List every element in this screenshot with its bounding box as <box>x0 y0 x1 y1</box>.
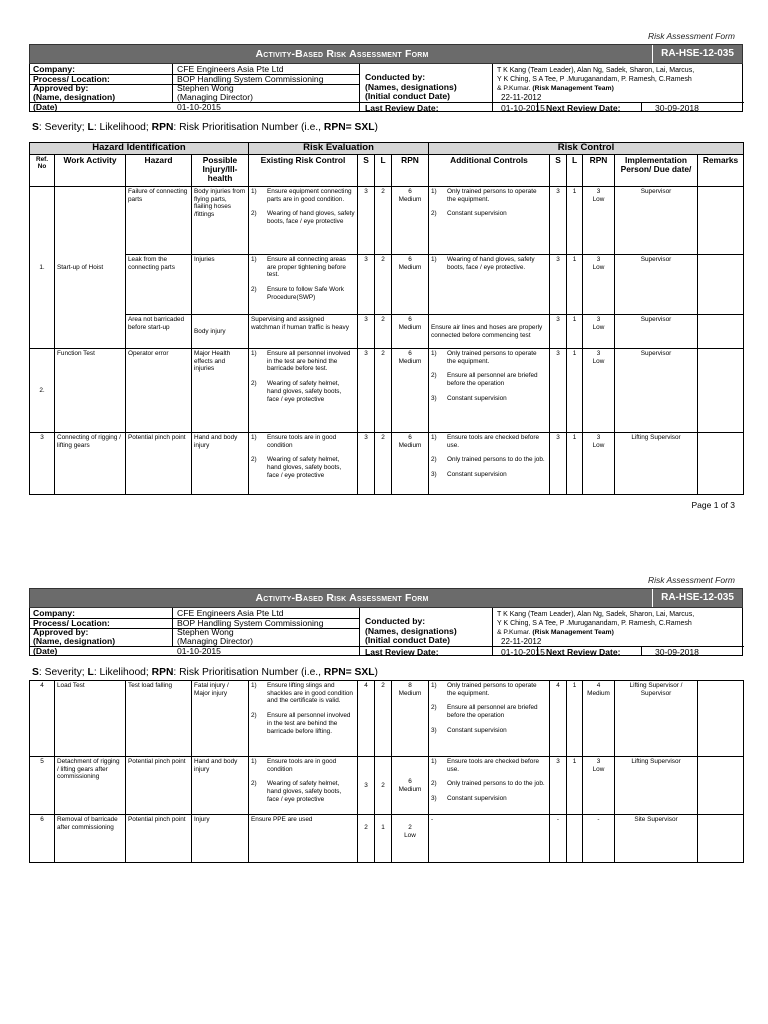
col-possible-injury: Possible Injury/Ill-health <box>192 155 249 187</box>
rpn2-cell: 3 Low <box>583 255 615 315</box>
col-implementation-person: Implementation Person/ Due date/ <box>615 155 698 187</box>
existing-control-cell: 1) Ensure lifting slings and shackles are in good condition and the certificate is valid. 2) Ensure all personnel involved in the test are behind the barricade before lifting. <box>249 681 358 757</box>
next-review-label: Next Review Date: <box>546 103 621 113</box>
last-review-label: Last Review Date: <box>365 647 439 657</box>
next-review-value: 30-09-2018 <box>655 647 699 657</box>
form-header-info <box>29 608 743 656</box>
l-cell: 2 <box>375 757 392 815</box>
activity-cell: Function Test <box>55 349 126 433</box>
process-label: Process/ Location: <box>33 618 110 628</box>
additional-control-cell: 1) Only trained persons to operate the equipment. 2) Ensure all personnel are briefed before the operation 3) Constant supervision <box>429 681 550 757</box>
l2-cell: 1 <box>567 255 583 315</box>
form-header-info <box>29 64 743 112</box>
company-value: CFE Engineers Asia Pte Ltd <box>177 608 284 618</box>
injury-cell: Hand and body injury <box>192 757 249 815</box>
rpn2-cell: 3 Low <box>583 433 615 495</box>
s-cell: 3 <box>358 349 375 433</box>
col-additional-controls: Additional Controls <box>429 155 550 187</box>
col-severity-2: S <box>550 155 567 187</box>
rpn2-cell: 3 Low <box>583 187 615 255</box>
name-designation-label: (Name, designation) <box>33 636 116 646</box>
col-work-activity: Work Activity <box>55 155 126 187</box>
rpn2-cell: 3 Low <box>583 315 615 349</box>
rpn-cell: 6 Medium <box>392 187 429 255</box>
l2-cell: 1 <box>567 187 583 255</box>
hazard-cell: Operator error <box>126 349 192 433</box>
existing-control-cell: Supervising and assigned watchman if human traffic is heavy <box>249 315 358 349</box>
table-row <box>30 815 744 863</box>
hazard-cell: Potential pinch point <box>126 757 192 815</box>
form-page-1 <box>29 0 743 520</box>
next-review-label: Next Review Date: <box>546 647 621 657</box>
remarks-cell <box>698 433 744 495</box>
rpn-cell: 6 Medium <box>392 433 429 495</box>
activity-cell: Connecting of rigging / lifting gears <box>55 433 126 495</box>
rpn2-cell: - <box>583 815 615 863</box>
form-type-label: Risk Assessment Form <box>647 575 735 585</box>
process-value: BOP Handling System Commissioning <box>177 74 324 84</box>
names-designations-label: (Names, designations) <box>365 82 457 92</box>
form-title-banner <box>29 44 743 64</box>
name-designation-label: (Name, designation) <box>33 92 116 102</box>
ref-cell: 3 <box>30 433 55 495</box>
table-row <box>30 255 744 315</box>
additional-control-cell: 1) Wearing of hand gloves, safety boots, face / eye protective. <box>429 255 550 315</box>
rpn-cell: 6 Medium <box>392 255 429 315</box>
existing-control-cell: 1) Ensure equipment connecting parts are in good condition. 2) Wearing of hand gloves, safety boots, face / eye protective <box>249 187 358 255</box>
col-rpn: RPN <box>392 155 429 187</box>
col-hazard: Hazard <box>126 155 192 187</box>
rpn2-cell: 3 Low <box>583 349 615 433</box>
injury-cell: Major Health effects and injuries <box>192 349 249 433</box>
s-cell: 3 <box>358 187 375 255</box>
l2-cell: 1 <box>567 757 583 815</box>
l-cell: 2 <box>375 681 392 757</box>
group-hazard-identification: Hazard Identification <box>30 143 249 155</box>
activity-cell: Detachment of rigging / lifting gears after commissioning <box>55 757 126 815</box>
s2-cell: 3 <box>550 433 567 495</box>
hazard-cell: Area not barricaded before start-up <box>126 315 192 349</box>
approver-designation: (Managing Director) <box>177 636 253 646</box>
person-cell: Supervisor <box>615 349 698 433</box>
rpn-cell: 6 Medium <box>392 349 429 433</box>
table-row <box>30 757 744 815</box>
initial-conduct-label: (Initial conduct Date) <box>365 91 450 101</box>
l2-cell <box>567 815 583 863</box>
l-cell: 1 <box>375 815 392 863</box>
ref-cell: 2. <box>30 349 55 433</box>
s-cell: 2 <box>358 815 375 863</box>
conducted-names-1: T K Kang (Team Leader), Alan Ng, Sadek, Sharon, Lai, Marcus, <box>497 67 695 74</box>
approved-value: Stephen Wong <box>177 83 234 93</box>
approved-label: Approved by: <box>33 627 89 637</box>
s2-cell: - <box>550 815 567 863</box>
person-cell: Supervisor <box>615 255 698 315</box>
rpn-cell: 2 Low <box>392 815 429 863</box>
additional-control-cell: 1) Ensure tools are checked before use. 2) Only trained persons to do the job. 3) Constant supervision <box>429 433 550 495</box>
injury-cell: Body injury <box>192 315 249 349</box>
col-remarks: Remarks <box>698 155 744 187</box>
remarks-cell <box>698 815 744 863</box>
col-rpn-2: RPN <box>583 155 615 187</box>
person-cell: Lifting Supervisor / Supervisor <box>615 681 698 757</box>
remarks-cell <box>698 315 744 349</box>
approval-date-label: (Date) <box>33 646 58 656</box>
s-cell: 4 <box>358 681 375 757</box>
remarks-cell <box>698 681 744 757</box>
ref-cell: 6 <box>30 815 55 863</box>
remarks-cell <box>698 349 744 433</box>
person-cell: Lifting Supervisor <box>615 757 698 815</box>
table-row <box>30 315 744 349</box>
conducted-date: 22-11-2012 <box>501 93 542 102</box>
s-cell: 3 <box>358 433 375 495</box>
s2-cell: 4 <box>550 681 567 757</box>
remarks-cell <box>698 757 744 815</box>
l2-cell: 1 <box>567 349 583 433</box>
ref-cell: 5 <box>30 757 55 815</box>
l2-cell: 1 <box>567 315 583 349</box>
col-ref-no: Ref. No <box>30 155 55 187</box>
hazard-cell: Potential pinch point <box>126 433 192 495</box>
conducted-date: 22-11-2012 <box>501 637 542 646</box>
l-cell: 2 <box>375 187 392 255</box>
conducted-names-2: Y K Ching, S A Tee, P .Muruganandam, P. Ramesh, C.Ramesh <box>497 620 692 627</box>
approver-designation: (Managing Director) <box>177 92 253 102</box>
person-cell: Site Supervisor <box>615 815 698 863</box>
conducted-names-2: Y K Ching, S A Tee, P .Muruganandam, P. Ramesh, C.Ramesh <box>497 76 692 83</box>
l-cell: 2 <box>375 349 392 433</box>
form-title: Activity-Based Risk Assessment Form <box>255 48 429 60</box>
s2-cell: 3 <box>550 187 567 255</box>
conducted-names-3: & P.Kumar. (Risk Management Team) <box>497 85 614 92</box>
conducted-names-3: & P.Kumar. (Risk Management Team) <box>497 629 614 636</box>
approval-date-value: 01-10-2015 <box>177 646 221 656</box>
s-cell: 3 <box>358 757 375 815</box>
group-risk-control: Risk Control <box>429 143 744 155</box>
rating-legend: S: Severity; L: Likelihood; RPN: Risk Prioritisation Number (i.e., RPN= SXL) <box>32 667 378 678</box>
initial-conduct-label: (Initial conduct Date) <box>365 635 450 645</box>
s2-cell: 3 <box>550 349 567 433</box>
injury-cell: Body injuries from flying parts, flailing hoses /fittings <box>192 187 249 255</box>
process-label: Process/ Location: <box>33 74 110 84</box>
activity-cell: Removal of barricade after commissioning <box>55 815 126 863</box>
company-value: CFE Engineers Asia Pte Ltd <box>177 64 284 74</box>
rpn-cell: 6 Medium <box>392 315 429 349</box>
additional-control-cell: 1) Ensure tools are checked before use. 2) Only trained persons to do the job. 3) Constant supervision <box>429 757 550 815</box>
hazard-cell: Leak from the connecting parts <box>126 255 192 315</box>
s2-cell: 3 <box>550 315 567 349</box>
next-review-value: 30-09-2018 <box>655 103 699 113</box>
table-row <box>30 187 744 255</box>
l2-cell: 1 <box>567 681 583 757</box>
rpn2-cell: 3 Low <box>583 757 615 815</box>
risk-table-page-1 <box>29 142 744 495</box>
additional-control-cell: - <box>429 815 550 863</box>
approved-label: Approved by: <box>33 83 89 93</box>
person-cell: Supervisor <box>615 315 698 349</box>
form-title-banner <box>29 588 743 608</box>
rpn2-cell: 4 Medium <box>583 681 615 757</box>
form-type-label: Risk Assessment Form <box>647 31 735 41</box>
s-cell: 3 <box>358 315 375 349</box>
hazard-cell: Test load falling <box>126 681 192 757</box>
existing-control-cell: 1) Ensure all personnel involved in the test are behind the barricade before test. 2) Wearing of safety helmet, hand gloves, safety boots, face / eye protective <box>249 349 358 433</box>
remarks-cell <box>698 255 744 315</box>
conducted-names-1: T K Kang (Team Leader), Alan Ng, Sadek, Sharon, Lai, Marcus, <box>497 611 695 618</box>
company-label: Company: <box>33 64 76 74</box>
existing-control-cell: 1) Ensure tools are in good condition 2) Wearing of safety helmet, hand gloves, safety boots, face / eye protective <box>249 433 358 495</box>
conducted-label: Conducted by: <box>365 72 426 82</box>
injury-cell: Hand and body injury <box>192 433 249 495</box>
person-cell: Supervisor <box>615 187 698 255</box>
col-likelihood-2: L <box>567 155 583 187</box>
col-existing-control: Existing Risk Control <box>249 155 358 187</box>
injury-cell: Injuries <box>192 255 249 315</box>
existing-control-cell: 1) Ensure tools are in good condition 2) Wearing of safety helmet, hand gloves, safety boots, face / eye protective <box>249 757 358 815</box>
form-number: RA-HSE-12-035 <box>652 589 742 607</box>
company-label: Company: <box>33 608 76 618</box>
l-cell: 2 <box>375 433 392 495</box>
approved-value: Stephen Wong <box>177 627 234 637</box>
rpn-cell: 8 Medium <box>392 681 429 757</box>
ref-cell: 1. <box>30 187 55 349</box>
ref-cell: 4 <box>30 681 55 757</box>
s2-cell: 3 <box>550 255 567 315</box>
page-number: Page 1 of 3 <box>691 500 735 510</box>
injury-cell: Injury <box>192 815 249 863</box>
last-review-label: Last Review Date: <box>365 103 439 113</box>
last-review-value: 01-10-2015 <box>501 103 545 113</box>
conducted-label: Conducted by: <box>365 616 426 626</box>
last-review-value: 01-10-2015 <box>501 647 545 657</box>
group-risk-evaluation: Risk Evaluation <box>249 143 429 155</box>
process-value: BOP Handling System Commissioning <box>177 618 324 628</box>
col-likelihood: L <box>375 155 392 187</box>
approval-date-value: 01-10-2015 <box>177 102 221 112</box>
form-number: RA-HSE-12-035 <box>652 45 742 63</box>
additional-control-cell: 1) Only trained persons to operate the equipment. 2) Constant supervision <box>429 187 550 255</box>
hazard-cell: Failure of connecting parts <box>126 187 192 255</box>
person-cell: Lifting Supervisor <box>615 433 698 495</box>
s-cell: 3 <box>358 255 375 315</box>
rating-legend: S: Severity; L: Likelihood; RPN: Risk Prioritisation Number (i.e., RPN= SXL) <box>32 122 378 133</box>
table-row <box>30 681 744 757</box>
existing-control-cell: Ensure PPE are used <box>249 815 358 863</box>
form-page-2 <box>29 572 743 872</box>
approval-date-label: (Date) <box>33 102 58 112</box>
activity-cell: Start-up of Hoist <box>55 187 126 349</box>
table-row <box>30 349 744 433</box>
l-cell: 2 <box>375 255 392 315</box>
col-severity: S <box>358 155 375 187</box>
hazard-cell: Potential pinch point <box>126 815 192 863</box>
l2-cell: 1 <box>567 433 583 495</box>
remarks-cell <box>698 187 744 255</box>
additional-control-cell: Ensure air lines and hoses are properly connected before commencing test <box>429 315 550 349</box>
form-title: Activity-Based Risk Assessment Form <box>255 592 429 604</box>
names-designations-label: (Names, designations) <box>365 626 457 636</box>
s2-cell: 3 <box>550 757 567 815</box>
l-cell: 2 <box>375 315 392 349</box>
activity-cell: Load Test <box>55 681 126 757</box>
existing-control-cell: 1) Ensure all connecting areas are proper tightening before test. 2) Ensure to follow Safe Work Procedure(SWP) <box>249 255 358 315</box>
table-row <box>30 433 744 495</box>
additional-control-cell: 1) Only trained persons to operate the equipment. 2) Ensure all personnel are briefed before the operation 3) Constant supervision <box>429 349 550 433</box>
injury-cell: Fatal injury / Major injury <box>192 681 249 757</box>
risk-table-page-2 <box>29 680 744 863</box>
rpn-cell: 6 Medium <box>392 757 429 815</box>
